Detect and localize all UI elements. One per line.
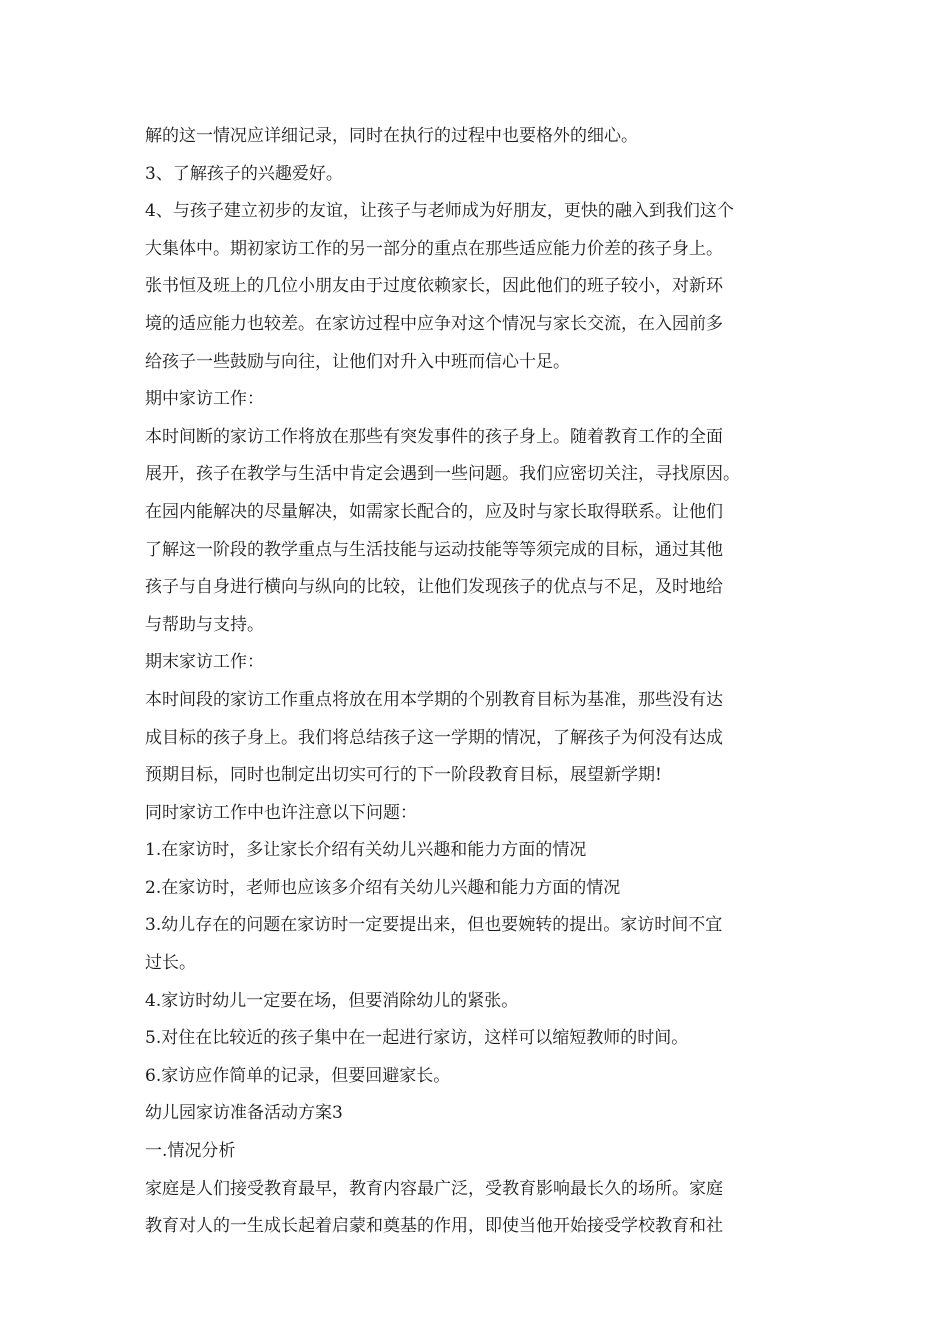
text-line: 同时家访工作中也许注意以下问题：	[145, 802, 417, 823]
list-item: 2.在家访时，老师也应该多介绍有关幼儿兴趣和能力方面的情况	[145, 877, 621, 898]
text-line: 4、与孩子建立初步的友谊，让孩子与老师成为好朋友，更快的融入到我们这个	[145, 201, 734, 222]
list-item: 1.在家访时，多让家长介绍有关幼儿兴趣和能力方面的情况	[145, 840, 587, 861]
text-line: 张书恒及班上的几位小朋友由于过度依赖家长，因此他们的班子较小，对新环	[145, 276, 723, 297]
text-line: 孩子与自身进行横向与纵向的比较，让他们发现孩子的优点与不足，及时地给	[145, 577, 723, 598]
section-heading: 一.情况分析	[145, 1141, 236, 1162]
text-line: 3、了解孩子的兴趣爱好。	[145, 163, 343, 184]
text-line: 家庭是人们接受教育最早，教育内容最广泛，受教育影响最长久的场所。家庭	[145, 1178, 723, 1199]
section-heading: 期末家访工作：	[145, 652, 264, 673]
document-body	[145, 118, 825, 1246]
list-item: 3.幼儿存在的问题在家访时一定要提出来，但也要婉转的提出。家访时间不宜	[145, 915, 723, 936]
list-item: 6.家访应作简单的记录，但要回避家长。	[145, 1065, 451, 1086]
text-line: 成目标的孩子身上。我们将总结孩子这一学期的情况，了解孩子为何没有达成	[145, 727, 723, 748]
text-line: 了解这一阶段的教学重点与生活技能与运动技能等等须完成的目标，通过其他	[145, 539, 723, 560]
section-title: 幼儿园家访准备活动方案3	[145, 1103, 343, 1124]
list-item: 5.对住在比较近的孩子集中在一起进行家访，这样可以缩短教师的时间。	[145, 1028, 689, 1049]
section-heading: 期中家访工作：	[145, 389, 264, 410]
text-line: 展开，孩子在教学与生活中肯定会遇到一些问题。我们应密切关注，寻找原因。	[145, 464, 740, 485]
text-line: 本时间断的家访工作将放在那些有突发事件的孩子身上。随着教育工作的全面	[145, 426, 723, 447]
text-line: 过长。	[145, 953, 196, 974]
text-line: 与帮助与支持。	[145, 614, 264, 635]
list-item: 4.家访时幼儿一定要在场，但要消除幼儿的紧张。	[145, 990, 519, 1011]
text-line: 预期目标，同时也制定出切实可行的下一阶段教育目标，展望新学期!	[145, 765, 662, 786]
text-line: 大集体中。期初家访工作的另一部分的重点在那些适应能力价差的孩子身上。	[145, 238, 723, 259]
text-line: 本时间段的家访工作重点将放在用本学期的个别教育目标为基准，那些没有达	[145, 689, 723, 710]
text-line: 境的适应能力也较差。在家访过程中应争对这个情况与家长交流，在入园前多	[145, 313, 723, 334]
text-line: 教育对人的一生成长起着启蒙和奠基的作用，即使当他开始接受学校教育和社	[145, 1216, 723, 1237]
text-line: 解的这一情况应详细记录，同时在执行的过程中也要格外的细心。	[145, 126, 638, 146]
text-line: 给孩子一些鼓励与向往，让他们对升入中班而信心十足。	[145, 351, 570, 372]
text-line: 在园内能解决的尽量解决，如需家长配合的，应及时与家长取得联系。让他们	[145, 501, 723, 522]
